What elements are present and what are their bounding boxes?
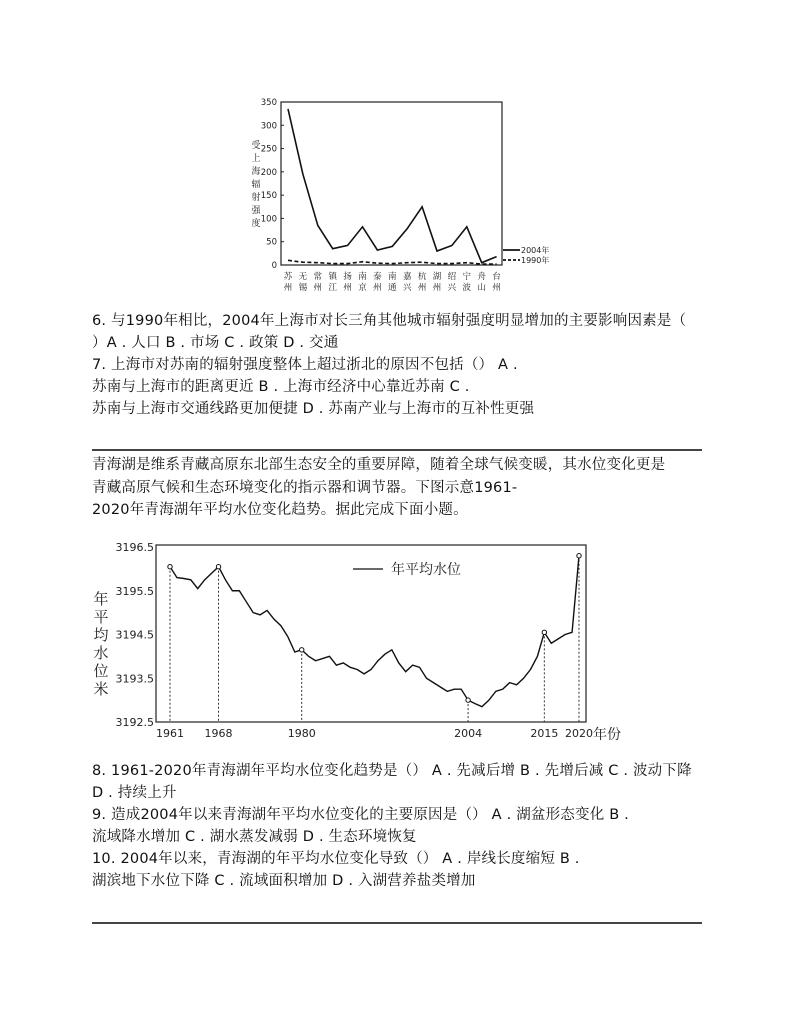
chart1-legend-label: 1990年 <box>521 256 550 265</box>
chart1-xtick-label-bottom: 州 <box>343 283 352 293</box>
chart1-xtick-label-top: 台 <box>492 272 501 282</box>
chart1-ytick-label: 300 <box>260 121 277 132</box>
chart2-ylabel-char: 均 <box>93 626 109 644</box>
chart2-ytick-label: 3194.5 <box>115 628 154 642</box>
chart2-ytick-label: 3193.5 <box>115 672 154 686</box>
chart2-yticks <box>116 541 155 729</box>
passage-line1: 青海湖是维系青藏高原东北部生态安全的重要屏障，随着全球气候变暖，其水位变化更是 <box>92 457 666 473</box>
chart2-ytick-label: 3192.5 <box>115 716 154 729</box>
chart1-xtick-label-top: 南 <box>358 272 367 282</box>
chart1-xtick-label-bottom: 州 <box>432 283 442 293</box>
chart2-ylabel <box>93 590 108 698</box>
chart1-xtick-label-top: 绍 <box>447 272 457 282</box>
chart2-xtick-label: 1961 <box>156 727 184 740</box>
chart1-xtick-label-bottom: 兴 <box>447 283 457 293</box>
chart1-xtick-label-top: 南 <box>388 272 397 282</box>
chart2-ytick-label: 3195.5 <box>115 584 154 598</box>
chart1-ytick-label: 250 <box>260 144 277 155</box>
chart1-xtick-label-bottom: 江 <box>328 283 337 293</box>
chart1-lines <box>288 109 497 264</box>
chart2-marker-point <box>300 648 304 652</box>
question-7-line2: 苏南与上海市的距离更近 B . 上海市经济中心靠近苏南 C . <box>92 379 470 395</box>
chart2-legend-label: 年平均水位 <box>391 562 461 578</box>
question-7-line1: 7. 上海市对苏南的辐射强度整体上超过浙北的原因不包括（） A . <box>92 357 518 373</box>
question-7-line3: 苏南与上海市交通线路更加便捷 D . 苏南产业与上海市的互补性更强 <box>92 401 535 417</box>
chart2-marker-point <box>168 564 172 568</box>
chart2-series <box>168 554 581 707</box>
chart1-xtick-label-bottom: 通 <box>388 283 397 293</box>
chart1-xtick-label-top: 无 <box>298 272 308 282</box>
chart1-xticks <box>284 271 502 293</box>
chart1-xtick-label-bottom: 州 <box>373 283 382 293</box>
divider-bottom <box>92 922 702 924</box>
chart2-legend <box>353 561 461 578</box>
chart1-xtick-label-bottom: 兴 <box>402 283 412 293</box>
chart1-xtick-label-top: 泰 <box>373 272 382 282</box>
chart1-ytick-label: 100 <box>260 214 277 225</box>
chart2-xtick-label: 2015 <box>530 727 559 740</box>
radiation-chart <box>230 92 560 302</box>
chart1-ylabel-char: 度 <box>251 219 261 229</box>
chart1-xtick-label-top: 扬 <box>343 272 352 282</box>
chart1-series-1990 <box>288 260 497 264</box>
chart1-xtick-label-top: 常 <box>313 272 323 282</box>
chart1-ytick-label: 200 <box>260 167 277 178</box>
chart1-xtick-label-top: 宁 <box>462 272 472 282</box>
chart1-xtick-label-bottom: 京 <box>358 283 367 293</box>
chart1-xtick-label-top: 苏 <box>283 272 293 282</box>
chart1-frame <box>281 102 502 265</box>
chart2-ylabel-char: 水 <box>93 644 109 662</box>
question-6-line1: 6. 与1990年相比，2004年上海市对长三角其他城市辐射强度明显增加的主要影响因素是（ <box>92 313 687 329</box>
divider-top <box>92 449 702 451</box>
chart2-marker-point <box>577 554 581 558</box>
chart1-legend <box>503 245 549 265</box>
chart2-xtick-label: 2004 <box>454 727 483 740</box>
chart1-ytick-label: 50 <box>266 237 277 248</box>
chart1-xtick-label-bottom: 州 <box>313 283 323 293</box>
chart1-xtick-label-bottom: 山 <box>477 283 486 293</box>
chart1-ylabel-char: 辐 <box>251 180 261 190</box>
chart2-ylabel-char: 米 <box>93 680 109 698</box>
chart1-xtick-label-top: 嘉 <box>402 272 412 282</box>
passage-line2: 青藏高原气候和生态环境变化的指示器和调节器。下图示意1961- <box>92 480 518 496</box>
chart1-series-2004 <box>288 109 497 263</box>
question-9-line1: 9. 造成2004年以来青海湖年平均水位变化的主要原因是（） A . 湖盆形态变化 B . <box>92 807 629 823</box>
passage-line3: 2020年青海湖年平均水位变化趋势。据此完成下面小题。 <box>92 502 468 518</box>
chart2-xtick-label: 1980 <box>287 727 316 740</box>
question-8-line1: 8. 1961-2020年青海湖年平均水位变化趋势是（） A . 先减后增 B . 先增后减 C . 波动下降 <box>92 763 692 779</box>
chart2-ylabel-char: 年 <box>93 590 109 608</box>
chart1-legend-label: 2004年 <box>521 246 550 255</box>
chart1-ytick-label: 350 <box>260 98 277 108</box>
chart1-ytick-label: 150 <box>260 191 277 202</box>
chart2-marker-point <box>466 698 470 702</box>
chart1-xtick-label-top: 舟 <box>477 272 486 282</box>
chart1-xtick-label-bottom: 州 <box>417 283 427 293</box>
chart2-marker-point <box>542 630 546 634</box>
chart2-xtick-label: 1968 <box>204 727 233 740</box>
chart2-xtick-label: 2020 <box>565 727 593 740</box>
chart1-ylabel-char: 海 <box>251 167 261 177</box>
chart1-ylabel-char: 射 <box>251 193 261 203</box>
chart1-xtick-label-bottom: 锡 <box>298 283 308 293</box>
chart2-xlabel: 年份 <box>593 727 621 743</box>
chart1-xtick-label-top: 镇 <box>328 272 337 282</box>
question-10-line2: 湖滨地下水位下降 C . 流域面积增加 D . 入湖营养盐类增加 <box>92 873 476 889</box>
chart1-ylabel-char: 上 <box>251 154 261 164</box>
chart2-marker-lines <box>170 556 579 722</box>
water-level-chart <box>88 538 648 750</box>
chart1-ylabel-char: 受 <box>251 141 261 151</box>
chart2-series-line <box>170 556 579 707</box>
question-8-line2: D . 持续上升 <box>92 785 177 801</box>
chart2-xticks <box>156 726 621 743</box>
chart1-ylabel-char: 强 <box>251 206 261 216</box>
chart1-xtick-label-bottom: 州 <box>283 283 293 293</box>
question-9-line2: 流域降水增加 C . 湖水蒸发减弱 D . 生态环境恢复 <box>92 829 417 845</box>
chart2-ylabel-char: 位 <box>93 662 109 680</box>
chart1-xtick-label-top: 湖 <box>432 272 442 282</box>
chart1-xtick-label-bottom: 波 <box>462 283 472 293</box>
question-6-line2: ）A . 人口 B . 市场 C . 政策 D . 交通 <box>92 335 339 351</box>
chart2-marker-point <box>216 564 220 568</box>
chart2-ytick-label: 3196.5 <box>115 541 154 554</box>
chart2-ylabel-char: 平 <box>93 608 109 626</box>
chart1-xtick-label-top: 杭 <box>417 272 427 282</box>
chart1-xtick-label-bottom: 州 <box>492 283 501 293</box>
chart1-ytick-label: 0 <box>271 261 277 271</box>
question-10-line1: 10. 2004年以来，青海湖的年平均水位变化导致（） A . 岸线长度缩短 B . <box>92 851 580 867</box>
